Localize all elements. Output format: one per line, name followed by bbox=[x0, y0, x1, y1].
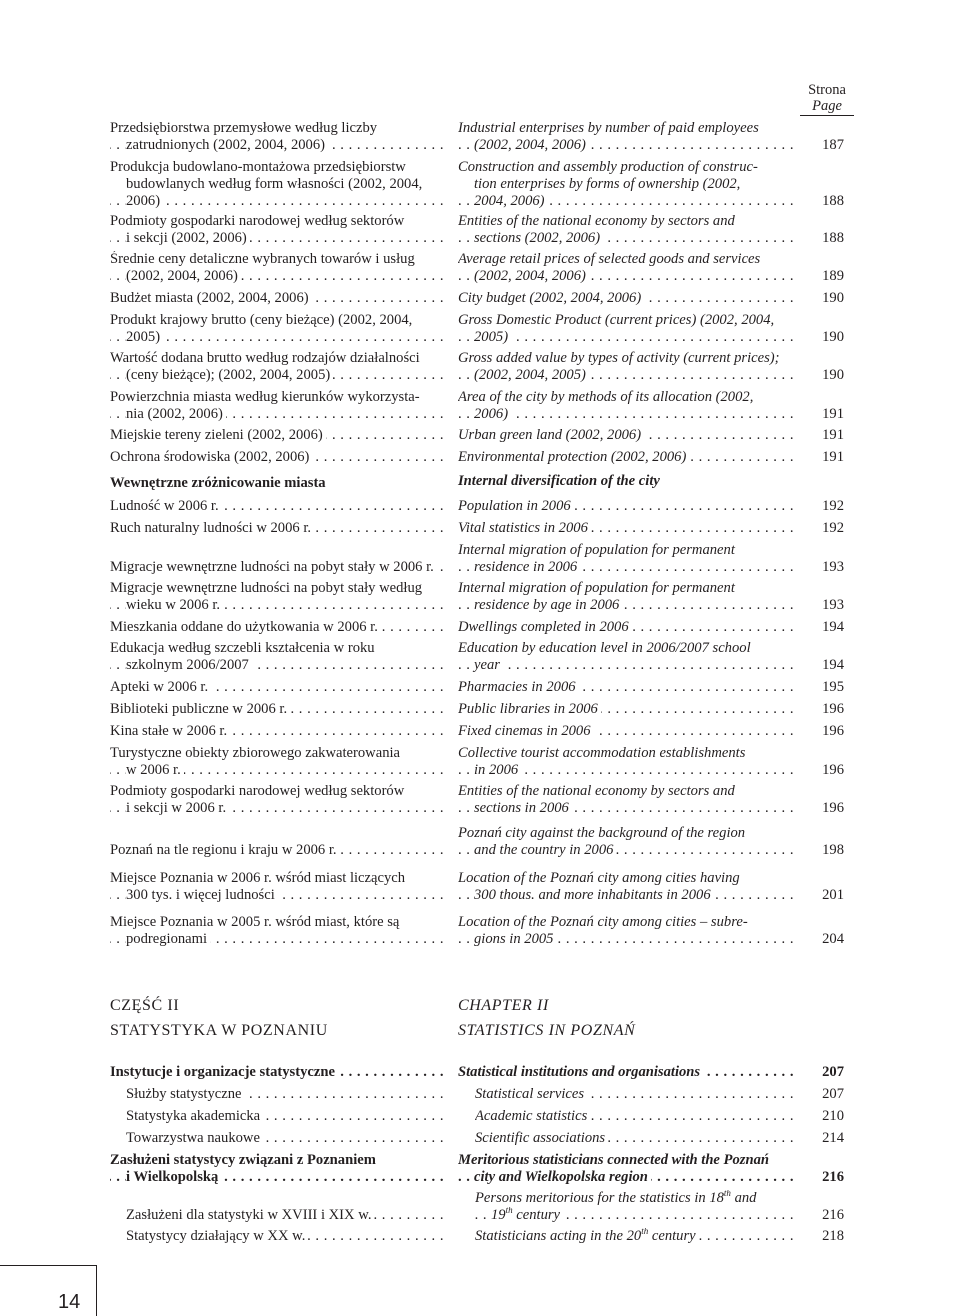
toc-en-text: Gross added value by types of activity (current prices); bbox=[458, 350, 780, 366]
toc-en-text: Public libraries in 2006 bbox=[458, 701, 601, 717]
toc-en-text: 2006) bbox=[474, 406, 511, 422]
toc-en-text: Entities of the national economy by sectors and bbox=[458, 213, 735, 229]
toc-page-number: 196 bbox=[822, 723, 844, 739]
part-title-pl-1: CZĘŚĆ II bbox=[110, 997, 180, 1014]
toc-en-text: Entities of the national economy by sectors and bbox=[458, 783, 735, 799]
toc-en-text: Internal migration of population for permanent bbox=[458, 580, 735, 596]
header-rule bbox=[800, 115, 854, 116]
strona-label: Strona bbox=[808, 82, 846, 98]
toc-pl-text: Podmioty gospodarki narodowej według sektorów bbox=[110, 213, 405, 229]
toc-entry-en bbox=[458, 251, 794, 285]
toc-page-number: 193 bbox=[822, 597, 844, 613]
toc-entry-en bbox=[458, 783, 794, 817]
toc-entry bbox=[0, 312, 960, 352]
toc-entry-pl bbox=[110, 701, 444, 718]
toc-entry-en bbox=[458, 679, 794, 696]
toc-pl-text: wieku w 2006 r. bbox=[126, 597, 223, 613]
toc-pl-text: podregionami bbox=[126, 931, 210, 947]
toc-entry-pl bbox=[110, 449, 444, 466]
toc-en-text: Academic statistics bbox=[475, 1108, 590, 1124]
toc-page-number: 216 bbox=[822, 1207, 844, 1223]
toc-pl-text: w 2006 r. bbox=[126, 762, 184, 778]
toc-pl-text: Ruch naturalny ludności w 2006 r. bbox=[110, 520, 314, 536]
page-corner-rule bbox=[0, 1265, 97, 1316]
toc-entry-en bbox=[458, 1064, 794, 1081]
toc-entry-en bbox=[458, 290, 794, 307]
toc-en-text: Statisticians acting in the 20 bbox=[475, 1228, 642, 1244]
toc-page-number: 191 bbox=[822, 427, 844, 443]
toc-en-text: gions in 2005 bbox=[474, 931, 556, 947]
toc-entry-en bbox=[458, 120, 794, 154]
toc-entry-pl bbox=[110, 1064, 444, 1081]
toc-entry bbox=[0, 640, 960, 680]
section-heading-pl: Wewnętrzne zróżnicowanie miasta bbox=[110, 475, 326, 491]
toc-entry-pl bbox=[110, 251, 444, 285]
toc-en-text: century bbox=[516, 1207, 561, 1223]
toc-page-number: 190 bbox=[822, 367, 844, 383]
toc-pl-text: Budżet miasta (2002, 2004, 2006) bbox=[110, 290, 312, 306]
toc-en-text: century bbox=[651, 1228, 696, 1244]
toc-en-text: Statistical services bbox=[475, 1086, 587, 1102]
toc-entry-en bbox=[458, 723, 794, 740]
toc-en-text: Gross Domestic Product (current prices) (2002, 2004, bbox=[458, 312, 775, 328]
toc-entry bbox=[0, 389, 960, 429]
toc-en-text: (2002, 2004, 2006) bbox=[474, 268, 589, 284]
toc-entry-en bbox=[458, 619, 794, 636]
toc-page-number: 189 bbox=[822, 268, 844, 284]
toc-entry-en bbox=[458, 580, 794, 614]
toc-en-text: Internal migration of population for permanent bbox=[458, 542, 735, 558]
section-heading-en: Internal diversification of the city bbox=[458, 473, 660, 489]
toc-pl-text: Ludność w 2006 r. bbox=[110, 498, 222, 514]
toc-entry bbox=[0, 825, 960, 865]
toc-en-text: Collective tourist accommodation establishments bbox=[458, 745, 746, 761]
toc-entry-en bbox=[475, 1228, 794, 1245]
toc-pl-text: Ochrona środowiska (2002, 2006) bbox=[110, 449, 312, 465]
toc-entry-pl bbox=[110, 745, 444, 779]
toc-pl-text: Migracje wewnętrzne ludności na pobyt stały według bbox=[110, 580, 423, 596]
toc-en-text: Population in 2006 bbox=[458, 498, 574, 514]
toc-page-number: 196 bbox=[822, 701, 844, 717]
toc-entry-pl bbox=[110, 619, 444, 636]
toc-en-text: Environmental protection (2002, 2006) bbox=[458, 449, 689, 465]
toc-page-number: 188 bbox=[822, 230, 844, 246]
toc-page-number: 190 bbox=[822, 290, 844, 306]
toc-page-number: 187 bbox=[822, 137, 844, 153]
toc-pl-text: i sekcji w 2006 r. bbox=[126, 800, 229, 816]
toc-entry-pl bbox=[110, 679, 444, 696]
toc-page-number: 196 bbox=[822, 800, 844, 816]
toc-en-text: Dwellings completed in 2006 bbox=[458, 619, 632, 635]
toc-en-text: Area of the city by methods of its allocation (2002, bbox=[458, 389, 754, 405]
toc-pl-text: Biblioteki publiczne w 2006 r. bbox=[110, 701, 290, 717]
toc-pl-text: Instytucje i organizacje statystyczne bbox=[110, 1064, 338, 1080]
toc-entry-pl bbox=[110, 350, 444, 384]
toc-en-text: Pharmacies in 2006 bbox=[458, 679, 579, 695]
toc-pl-text: Miejskie tereny zieleni (2002, 2006) bbox=[110, 427, 326, 443]
part-title-en-1: CHAPTER II bbox=[458, 997, 549, 1014]
toc-entry bbox=[0, 1228, 960, 1268]
toc-en-text: (2002, 2004, 2006) bbox=[474, 137, 589, 153]
toc-pl-text: 2006) bbox=[126, 193, 163, 209]
toc-entry-en bbox=[458, 498, 794, 515]
toc-en-text: sections (2002, 2006) bbox=[474, 230, 603, 246]
toc-pl-text: i sekcji (2002, 2006) bbox=[126, 230, 250, 246]
toc-page-number: 210 bbox=[822, 1108, 844, 1124]
toc-entry-pl bbox=[110, 559, 444, 576]
toc-entry bbox=[0, 251, 960, 291]
toc-en-text: year bbox=[474, 657, 503, 673]
toc-page-number: 207 bbox=[822, 1086, 844, 1102]
toc-page-number: 214 bbox=[822, 1130, 844, 1146]
toc-en-text: 2005) bbox=[474, 329, 511, 345]
toc-entry-pl bbox=[110, 640, 444, 674]
toc-entry-en bbox=[458, 350, 794, 384]
toc-pl-text: Produkt krajowy brutto (ceny bieżące) (2002, 2004, bbox=[110, 312, 413, 328]
toc-entry bbox=[0, 914, 960, 954]
toc-entry-en bbox=[458, 701, 794, 718]
toc-en-sup: th bbox=[723, 1190, 731, 1199]
toc-page-number: 190 bbox=[822, 329, 844, 345]
page-number: 14 bbox=[58, 1291, 81, 1313]
toc-pl-text: Miejsce Poznania w 2006 r. wśród miast liczących bbox=[110, 870, 406, 886]
toc-entry-pl bbox=[110, 914, 444, 948]
toc-page-number: 192 bbox=[822, 520, 844, 536]
toc-pl-text: Podmioty gospodarki narodowej według sektorów bbox=[110, 783, 405, 799]
toc-entry-en bbox=[458, 427, 794, 444]
toc-pl-text: Kina stałe w 2006 r. bbox=[110, 723, 230, 739]
toc-en-text: City budget (2002, 2004, 2006) bbox=[458, 290, 644, 306]
toc-pl-text: Średnie ceny detaliczne wybranych towarów i usług bbox=[110, 251, 415, 267]
toc-pl-text: Apteki w 2006 r. bbox=[110, 679, 211, 695]
toc-entry-en bbox=[458, 825, 794, 859]
toc-pl-text: Zasłużeni statystycy związani z Poznaniem bbox=[110, 1152, 376, 1168]
page-label: Page bbox=[812, 98, 842, 114]
toc-entry-en: Persons meritorious for the statistics in 18th and 19th century . . . bbox=[475, 1190, 794, 1224]
toc-en-text: and the country in 2006 bbox=[474, 842, 616, 858]
toc-pl-text: budowlanych według form własności (2002, 2004, bbox=[126, 176, 423, 192]
toc-en-text: Meritorious statisticians connected with the Poznań bbox=[458, 1152, 769, 1168]
toc-page-number: 216 bbox=[822, 1169, 844, 1185]
toc-entry-pl bbox=[126, 1108, 444, 1125]
toc-entry-pl bbox=[126, 1228, 444, 1245]
toc-entry bbox=[0, 213, 960, 253]
toc-page-number: 201 bbox=[822, 887, 844, 903]
toc-entry bbox=[0, 783, 960, 823]
toc-entry-en bbox=[458, 520, 794, 537]
toc-pl-text: 300 tys. i więcej ludności bbox=[126, 887, 278, 903]
toc-en-text: tion enterprises by forms of ownership (2002, bbox=[474, 176, 741, 192]
toc-page-number: 191 bbox=[822, 449, 844, 465]
toc-entry bbox=[0, 870, 960, 910]
toc-en-text: Location of the Poznań city among cities – subre- bbox=[458, 914, 748, 930]
toc-en-text: Poznań city against the background of the region bbox=[458, 825, 746, 841]
toc-pl-text: Poznań na tle regionu i kraju w 2006 r. bbox=[110, 842, 340, 858]
toc-page-number: 193 bbox=[822, 559, 844, 575]
toc-entry-en bbox=[458, 1152, 794, 1186]
toc-pl-text: Służby statystyczne bbox=[126, 1086, 245, 1102]
toc-pl-text: Towarzystwa naukowe bbox=[126, 1130, 263, 1146]
toc-entry-en bbox=[475, 1108, 794, 1125]
part-title-en-2: STATISTICS IN POZNAŃ bbox=[458, 1022, 636, 1039]
toc-page-number: 188 bbox=[822, 193, 844, 209]
toc-pl-text: Statystycy działający w XX w. bbox=[126, 1228, 308, 1244]
toc-page-number: 194 bbox=[822, 619, 844, 635]
toc-entry-en bbox=[458, 914, 794, 948]
toc-page-number: 191 bbox=[822, 406, 844, 422]
toc-pl-text: 2005) bbox=[126, 329, 163, 345]
toc-entry-en bbox=[475, 1086, 794, 1103]
toc-en-text: residence by age in 2006 bbox=[474, 597, 622, 613]
toc-entry-en bbox=[458, 449, 794, 466]
toc-en-text: Vital statistics in 2006 bbox=[458, 520, 591, 536]
toc-entry-en bbox=[458, 745, 794, 779]
toc-entry-en bbox=[458, 312, 794, 346]
toc-page-number: 204 bbox=[822, 931, 844, 947]
toc-entry-pl bbox=[110, 120, 444, 154]
toc-pl-text: Powierzchnia miasta według kierunków wykorzysta- bbox=[110, 389, 420, 405]
toc-en-text: 300 thous. and more inhabitants in 2006 bbox=[474, 887, 714, 903]
toc-en-text: Persons meritorious for the statistics in 18 bbox=[475, 1190, 724, 1206]
toc-en-text: Fixed cinemas in 2006 bbox=[458, 723, 594, 739]
toc-entry bbox=[0, 580, 960, 620]
toc-entry-pl bbox=[110, 427, 444, 444]
toc-pl-text: zatrudnionych (2002, 2004, 2006) bbox=[126, 137, 328, 153]
toc-entry-pl bbox=[110, 1152, 444, 1186]
toc-en-sup: th bbox=[505, 1207, 513, 1216]
toc-entry-pl bbox=[110, 842, 444, 859]
toc-en-text: Scientific associations bbox=[475, 1130, 608, 1146]
toc-pl-text: i Wielkopolską bbox=[126, 1169, 221, 1185]
toc-en-text: in 2006 bbox=[474, 762, 521, 778]
toc-entry-pl bbox=[110, 580, 444, 614]
part-title-pl-2: STATYSTYKA W POZNANIU bbox=[110, 1022, 328, 1039]
toc-page-number: 192 bbox=[822, 498, 844, 514]
toc-entry-pl bbox=[110, 870, 444, 904]
toc-en-text: city and Wielkopolska region bbox=[474, 1169, 651, 1185]
toc-en-text: Construction and assembly production of construc- bbox=[458, 159, 758, 175]
toc-page-number: 195 bbox=[822, 679, 844, 695]
toc-entry-pl bbox=[110, 783, 444, 817]
toc-entry-pl bbox=[110, 520, 444, 537]
toc-en-text: sections in 2006 bbox=[474, 800, 572, 816]
toc-entry-pl bbox=[110, 312, 444, 346]
toc-page-number: 198 bbox=[822, 842, 844, 858]
toc-pl-text: Wartość dodana brutto według rodzajów działalności bbox=[110, 350, 420, 366]
toc-entry-pl bbox=[110, 213, 444, 247]
toc-pl-text: Turystyczne obiekty zbiorowego zakwaterowania bbox=[110, 745, 401, 761]
toc-entry-en bbox=[458, 640, 794, 674]
toc-entry-pl bbox=[110, 389, 444, 423]
toc-entry-pl bbox=[110, 723, 444, 740]
toc-entry-pl bbox=[110, 498, 444, 515]
toc-entry-pl bbox=[126, 1130, 444, 1147]
toc-en-text: 19 bbox=[491, 1207, 506, 1223]
toc-entry bbox=[0, 120, 960, 160]
toc-entry-en bbox=[458, 542, 794, 576]
toc-pl-text: (2002, 2004, 2006) bbox=[126, 268, 241, 284]
toc-pl-text: (ceny bieżące); (2002, 2004, 2005) bbox=[126, 367, 333, 383]
toc-entry-en bbox=[458, 159, 794, 210]
toc-pl-text: nia (2002, 2006) bbox=[126, 406, 226, 422]
toc-entry-en bbox=[475, 1130, 794, 1147]
toc-pl-text: Miejsce Poznania w 2005 r. wśród miast, które są bbox=[110, 914, 400, 930]
toc-en-text: Statistical institutions and organisations bbox=[458, 1064, 703, 1080]
toc-page-number: 194 bbox=[822, 657, 844, 673]
toc-entry bbox=[0, 350, 960, 390]
toc-page-number: 207 bbox=[822, 1064, 844, 1080]
toc-pl-text: Mieszkania oddane do użytkowania w 2006 r. bbox=[110, 619, 381, 635]
toc-en-sup: th bbox=[641, 1228, 649, 1237]
toc-en-text: Industrial enterprises by number of paid employees bbox=[458, 120, 759, 136]
toc-entry bbox=[0, 1190, 960, 1230]
toc-pl-text: Produkcja budowlano-montażowa przedsiębiorstw bbox=[110, 159, 406, 175]
toc-entry-pl bbox=[126, 1207, 444, 1224]
toc-entry bbox=[0, 159, 960, 209]
toc-entry-en bbox=[458, 213, 794, 247]
toc-en-text: Education by education level in 2006/2007 school bbox=[458, 640, 751, 656]
toc-pl-text: Statystyka akademicka bbox=[126, 1108, 263, 1124]
page-column-header bbox=[800, 82, 854, 116]
toc-pl-text: Edukacja według szczebli kształcenia w roku bbox=[110, 640, 375, 656]
toc-entry-pl bbox=[110, 159, 444, 210]
toc-entry bbox=[0, 542, 960, 582]
toc-pl-text: szkolnym 2006/2007 bbox=[126, 657, 252, 673]
toc-entry-en bbox=[458, 389, 794, 423]
toc-en-text: (2002, 2004, 2005) bbox=[474, 367, 589, 383]
toc-entry-pl bbox=[110, 290, 444, 307]
toc-page-number: 196 bbox=[822, 762, 844, 778]
toc-en-text: Urban green land (2002, 2006) bbox=[458, 427, 644, 443]
toc-pl-text: Zasłużeni dla statystyki w XVIII i XIX w. bbox=[126, 1207, 374, 1223]
toc-en-text: Average retail prices of selected goods and services bbox=[458, 251, 761, 267]
toc-entry-en bbox=[458, 870, 794, 904]
toc-en-text: residence in 2006 bbox=[474, 559, 580, 575]
toc-en-text: Location of the Poznań city among cities having bbox=[458, 870, 740, 886]
toc-pl-text: Migracje wewnętrzne ludności na pobyt stały w 2006 r. bbox=[110, 559, 437, 575]
toc-entry bbox=[0, 1152, 960, 1192]
toc-en-text: 2004, 2006) bbox=[474, 193, 548, 209]
toc-pl-text: Przedsiębiorstwa przemysłowe według liczby bbox=[110, 120, 378, 136]
toc-entry bbox=[0, 745, 960, 785]
toc-page-number: 218 bbox=[822, 1228, 844, 1244]
toc-entry-pl bbox=[126, 1086, 444, 1103]
